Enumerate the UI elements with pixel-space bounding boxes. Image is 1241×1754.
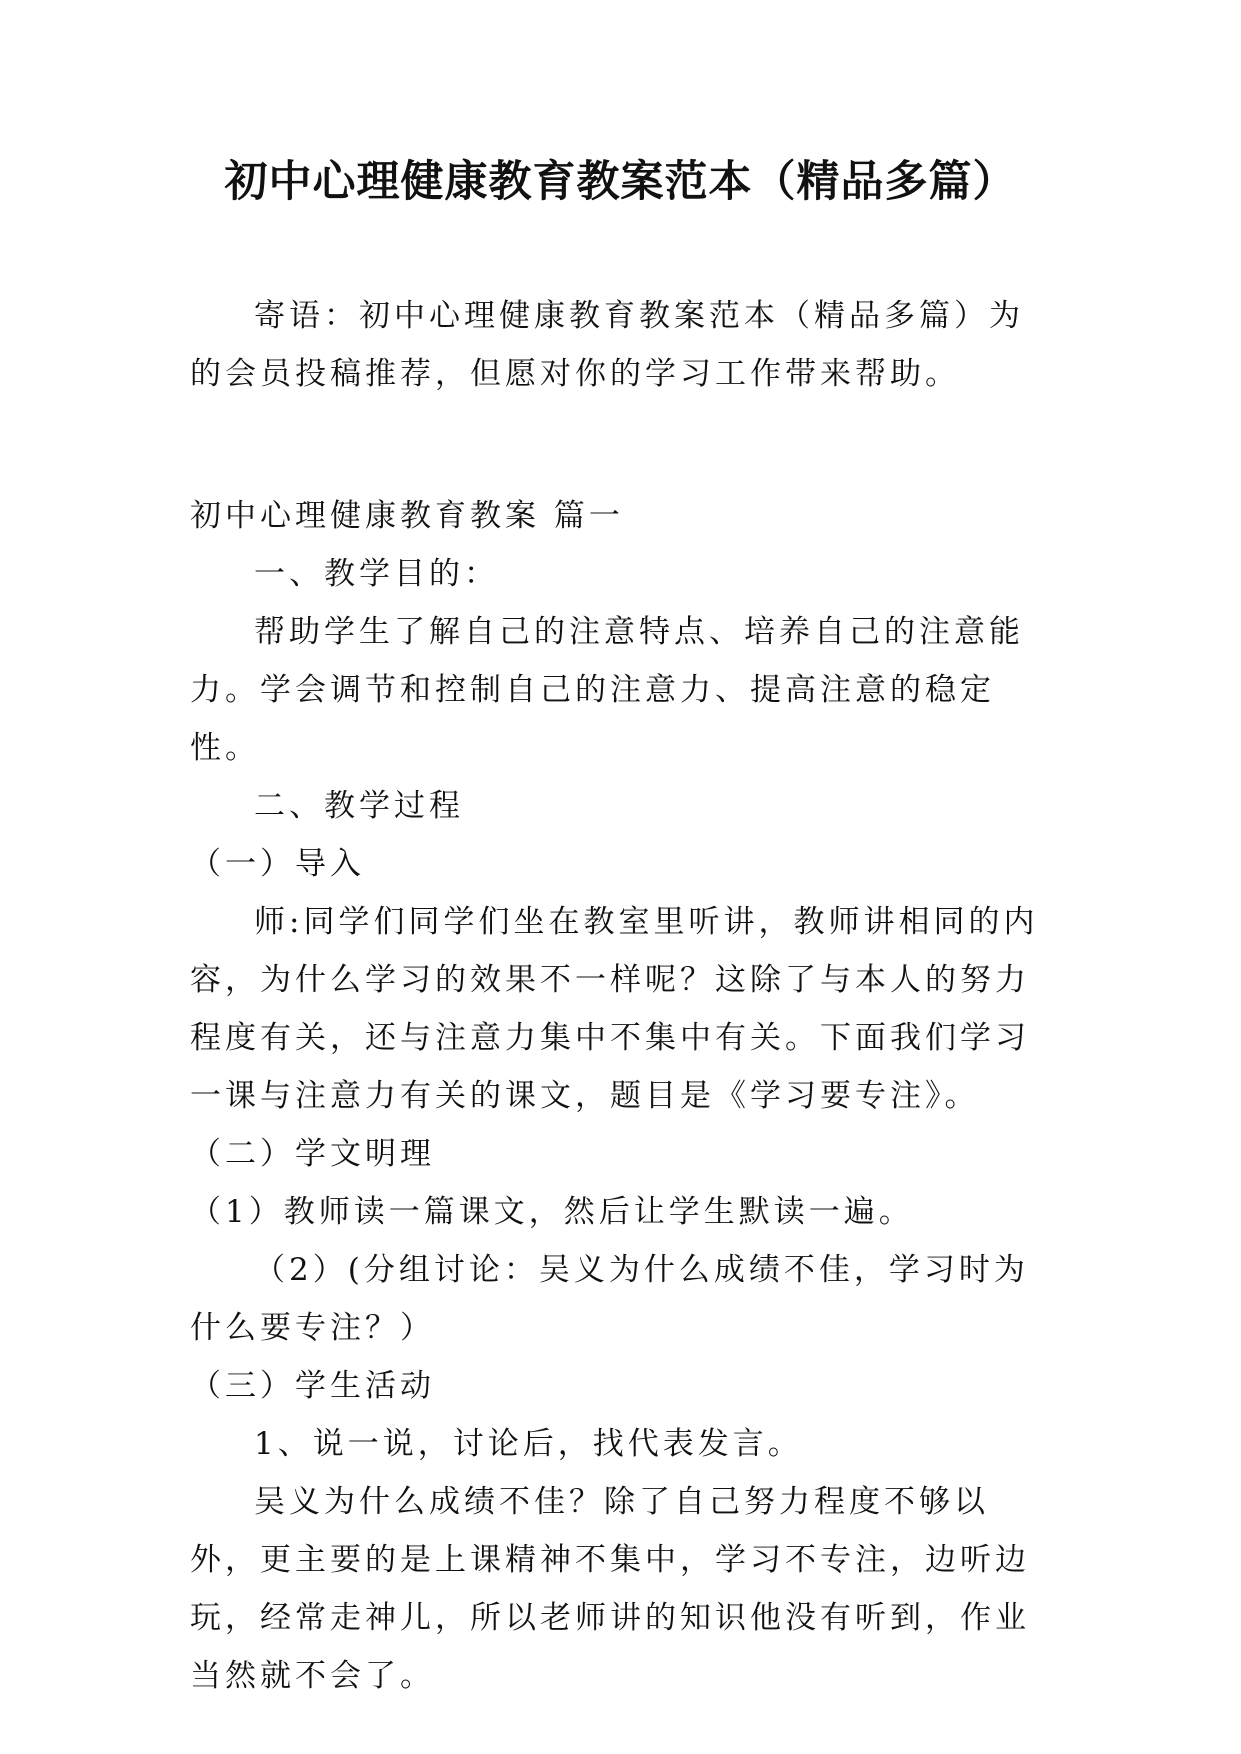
paragraph-teacher-intro: 师:同学们同学们坐在教室里听讲，教师讲相同的内容，为什么学习的效果不一样呢？这除了与本人的努力程度有关，还与注意力集中不集中有关。下面我们学习一课与注意力有关的课文，题目是《学习要专注》。 <box>190 904 1039 1114</box>
subheading-study-text: （二）学文明理 <box>190 1136 435 1172</box>
subheading-student-activity: （三）学生活动 <box>190 1368 435 1404</box>
document-body <box>190 287 1056 1705</box>
intro-paragraph: 寄语：初中心理健康教育教案范本（精品多篇）为的会员投稿推荐，但愿对你的学习工作带来帮助。 <box>190 298 1024 392</box>
section-heading: 初中心理健康教育教案 篇一 <box>190 498 624 534</box>
heading-teaching-goal: 一、教学目的： <box>254 556 499 592</box>
subheading-introduction: （一）导入 <box>190 846 365 882</box>
list-item-1: （1）教师读一篇课文，然后让学生默读一遍。 <box>190 1194 914 1230</box>
document-title: 初中心理健康教育教案范本（精品多篇） <box>224 157 1017 207</box>
paragraph-teaching-goal: 帮助学生了解自己的注意特点、培养自己的注意能力。学会调节和控制自己的注意力、提高注意的稳定性。 <box>190 614 1024 766</box>
paragraph-wuyi-answer: 吴义为什么成绩不佳？除了自己努力程度不够以外，更主要的是上课精神不集中，学习不专注，边听边玩，经常走神儿，所以老师讲的知识他没有听到，作业当然就不会了。 <box>190 1484 1030 1694</box>
activity-item-1: 1、说一说，讨论后，找代表发言。 <box>254 1426 803 1462</box>
paragraph-gap <box>190 403 1056 487</box>
list-item-2: （2）(分组讨论：吴义为什么成绩不佳，学习时为什么要专注？） <box>190 1252 1029 1346</box>
heading-teaching-process: 二、教学过程 <box>254 788 464 824</box>
